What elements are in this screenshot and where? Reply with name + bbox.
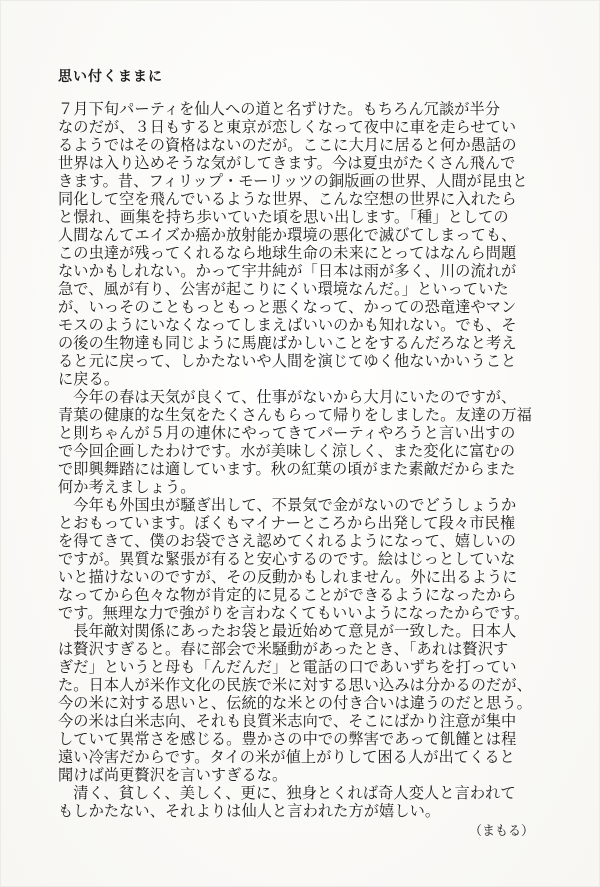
essay-title: 思い付くままに xyxy=(58,69,163,85)
text-line: と則ちゃんが５月の連休にやってきてパーティやろうと言い出すの xyxy=(58,424,516,442)
text-line: 今年も外国虫が騒ぎ出して、不景気で金がないのでどうしょうか xyxy=(58,496,517,514)
text-line: ると元に戻って、しかたないや人間を演じてゆく他ないかいうこと xyxy=(58,352,517,370)
text-line: 遠い冷害だからです。タイの米が値上がりして困る人が出てくると xyxy=(58,748,515,766)
text-line: 聞けば尚更贅沢を言いすぎるな。 xyxy=(58,766,288,784)
text-line: モスのようにいなくなってしまえばいいのかも知れない。でも、そ xyxy=(58,316,517,334)
text-line: 何か考えましょう。 xyxy=(58,478,196,496)
text-line: なってから色々な物が肯定的に見ることができるようになったから xyxy=(58,586,517,604)
text-line: です。無理な力で強がりを言わなくてもいいようになったからです。 xyxy=(58,604,530,622)
text-line: ７月下旬パーティを仙人への道と名ずけた。もちろん冗談が半分 xyxy=(58,100,501,118)
text-line: なのだが、３日もすると東京が恋しくなって夜中に車を走らせてい xyxy=(58,118,517,136)
text-line: していて異常さを感じる。豊かさの中での弊害であって飢饉とは程 xyxy=(58,730,517,748)
text-line: は贅沢すぎると。春に部会で米騒動があったとき、「あれは贅沢す xyxy=(58,640,509,658)
text-line: と憬れ、画集を持ち歩いていた頃を思い出します。「種」としての xyxy=(58,208,509,226)
text-line: とおもっています。ぼくもマイナーところから出発して段々市民権 xyxy=(58,514,516,532)
text-line: で即興舞踏には適しています。秋の紅葉の頃がまた素敵だからまた xyxy=(58,460,516,478)
essay-body xyxy=(58,100,586,842)
author-signature: （まもる） xyxy=(468,824,534,839)
text-line: の後の生物達も同じように馬鹿ばかしいことをするんだろなと考え xyxy=(58,334,517,352)
text-line: 世界は入り込めそうな気がしてきます。今は夏虫がたくさん飛んで xyxy=(58,154,516,172)
text-line: 急で、風が有り、公害が起こりにくい環境なんだ。」といっていた xyxy=(58,280,509,298)
text-line: もしかたない、それよりは仙人と言われた方が嬉しい。 xyxy=(58,802,441,820)
text-line: に戻る。 xyxy=(58,370,120,388)
text-line: 今の米は白米志向、それも良質米志向で、そこにばかり注意が集中 xyxy=(58,712,517,730)
text-line: 同化して空を飛んでいるような世界、こんな空想の世界に入れたら xyxy=(58,190,517,208)
text-line: を得てきて、僕のお袋でさえ認めてくれるようになって、嬉しいの xyxy=(58,532,517,550)
text-line: 清く、貧しく、美しく、更に、独身とくれば奇人変人と言われて xyxy=(58,784,516,802)
text-line: で今回企画したわけです。水が美味しく涼しく、また変化に富むの xyxy=(58,442,516,460)
text-line: きます。昔、フィリップ・モーリッツの銅版画の世界、人間が昆虫と xyxy=(58,172,528,190)
text-line: ぎだ」というと母も「んだんだ」と電話の口であいずちを打ってい xyxy=(58,658,517,676)
text-line: いと描けないのですが、その反動かもしれません。外に出るように xyxy=(58,568,518,586)
text-line: が、いっそのこともっともっと悪くなって、かっての恐竜達やマン xyxy=(58,298,517,316)
text-line: ですが。異質な緊張が有ると安心するのです。絵はじっとしていな xyxy=(58,550,516,568)
text-line: るようではその資格はないのだが。ここに大月に居ると何か愚話の xyxy=(58,136,517,154)
text-line: ないかもしれない。かって宇井純が「日本は雨が多く、川の流れが xyxy=(58,262,517,280)
text-line: 長年敵対関係にあったお袋と最近始めて意見が一致した。日本人 xyxy=(58,622,517,640)
text-line: た。日本人が米作文化の民族で米に対する思い込みは分かるのだが、 xyxy=(58,676,532,694)
text-line: 今年の春は天気が良くて、仕事がないから大月にいたのですが、 xyxy=(58,388,517,406)
text-line: 今の米に対する思いと、伝統的な米との付き合いは違うのだと思う。 xyxy=(58,694,532,712)
text-line: 人間なんてエイズか癌か放射能か環境の悪化で滅びてしまっても、 xyxy=(58,226,517,244)
text-line: 青葉の健康的な生気をたくさんもらって帰りをしました。友達の万福 xyxy=(58,406,532,424)
text-line: この虫達が残ってくれるなら地球生命の未来にとってはなんら問題 xyxy=(58,244,517,262)
